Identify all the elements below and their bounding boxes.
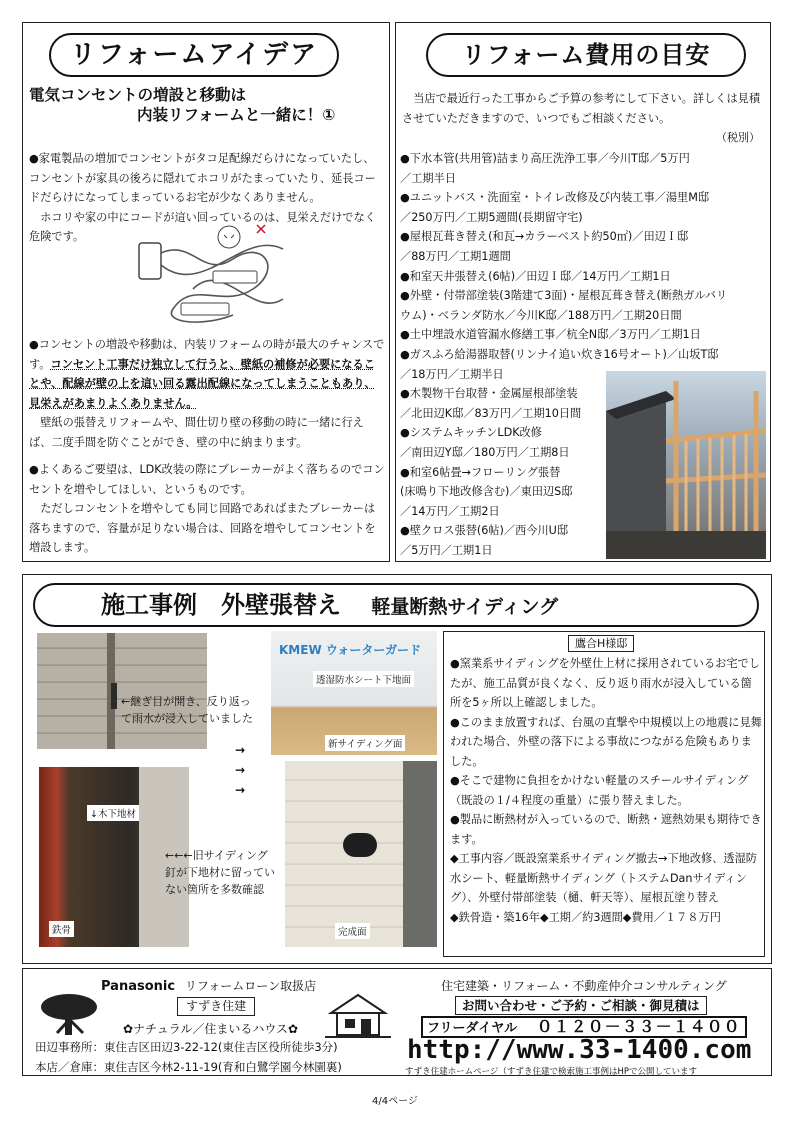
freedial-number[interactable]: ０１２０－３３－１４００ [536,1017,741,1036]
inquiry-text: お問い合わせ・ご予約・ご相談・御見積は [455,996,707,1015]
cost-line: ／北田辺K邸／83万円／工期10日間 [400,406,582,420]
cost-line: ●システムキッチンLDK改修 [400,426,542,440]
idea-title: リフォームアイデア [49,33,339,77]
cost-line: ●和室天井張替え(6帖)／田辺Ｉ邸／14万円／工期1日 [400,269,671,283]
wall-outlet [139,243,161,279]
cost-line: ●土中埋設水道管漏水修繕工事／杭全N邸／3万円／工期1日 [400,328,701,342]
cost-title: リフォーム費用の目安 [426,33,746,77]
cost-line: ／5万円／工期1日 [400,543,493,557]
outlet-illustration [133,219,303,331]
idea-subtitle-line-1: 電気コンセントの増設と移動は [29,86,247,104]
idea-panel [22,22,390,562]
idea-para-2: ホコリや家の中にコードが這い回っているのは、見栄えだけでなく危険です。 [29,210,376,243]
arrow-1: → [235,743,246,757]
old-siding-photo [37,633,207,749]
network-name: ✿ナチュラル／住まいるハウス✿ [123,1022,299,1036]
freedial-label: フリーダイヤル [427,1021,518,1036]
case-desc-3: ●そこで建物に負担をかけない軽量のスチールサイディング（既設の１/４程度の重量）に張り替えました。 [450,774,749,807]
cost-line: ●ユニットバス・洗面室・トイレ改修及び内装工事／湯里M邸 [400,191,710,205]
cost-panel [395,22,771,562]
cost-line: ／88万円／工期1週間 [400,249,511,263]
waterproof-sheet-photo [271,631,437,755]
idea-para-1: ●家電製品の増加でコンセントがタコ足配線だらけになっていたし、コンセントが家具の後ろに隠れてホコリがたまっていたり、延長コードだらけになってしまっているお宅が少なくありません。 [29,152,376,204]
case-panel [22,574,772,964]
cost-line: ●壁クロス張替(6帖)／西今川U邸 [400,524,569,538]
cost-line: (床鳴り下地改修含む)／東田辺S邸 [400,485,573,499]
idea-para-3a: ●コンセントの増設や移動は、内装リフォームの時が最大のチャンスです。 [29,338,385,371]
services-text: 住宅建築・リフォーム・不動産仲介コンサルティング [441,979,727,993]
cost-intro: 当店で最近行った工事からご予算の参考にして下さい。詳しくは見積させていただきますので、いつでもご相談ください。 [402,92,761,125]
case-desc-2: ●このまま放置すれば、台風の直撃や中規模以上の地震に見舞われた場合、外壁の落下による事故につながる危険もありました。 [450,715,762,768]
case-desc-6: ◆鉄骨造・築16年◆工期／約3週間◆費用／１７８万円 [450,910,721,924]
idea-para-4: 壁紙の張替えリフォームや、間仕切り壁の移動の時に一緒に行えば、二度手間を防ぐことができ、壁の中に納まります。 [29,416,364,449]
spark-face [218,226,240,248]
office-2: 本店／倉庫：東住吉区今林2-11-19(育和白鷺学園今林園裏) [35,1060,342,1074]
kmew-brand: KMEW ウォーターガード [279,643,422,657]
website-url[interactable]: http://www.33-1400.com [407,1035,752,1065]
deck-illustration [606,371,766,559]
case-description [443,631,765,957]
cost-line: ●木製物干台取替・金属屋根部塗装 [400,387,578,401]
case-desc-1: ●窯業系サイディングを外壁仕上材に採用されているお宅でしたが、施工品質が良くなく、反り返り雨水が浸入している箇所を5ヶ所以上確認しました。 [450,657,760,709]
idea-para-3b: コンセント工事だけ独立して行うと、壁紙の補修が必要になることや、配線が壁の上を這い回る露出配線になってしまうこともあり、見栄えがあまりよくありません。 [29,357,376,410]
arrow-2: → [235,763,246,777]
idea-subtitle-line-2: 内装リフォームと一緒に！ [137,106,323,124]
cost-line: ／工期半日 [400,171,456,185]
caption-new-siding: 新サイディング面 [325,735,405,751]
house-icon [325,993,391,1039]
page-number: 4/4ページ [372,1096,418,1107]
power-strip-2 [181,303,229,315]
caption-gap: ←継ぎ目が開き、反り返って雨水が浸入していました [121,695,253,725]
caption-done: 完成面 [335,923,370,939]
finished-wall-photo [285,761,437,947]
office-1: 田辺事務所：東住吉区田辺3-22-12(東住吉区役所徒歩3分) [35,1040,338,1054]
cost-line: ／18万円／工期半日 [400,367,504,381]
cost-line: ／250万円／工期5週間(長期留守宅) [400,210,583,224]
case-title [33,583,759,627]
idea-body-bottom [29,335,385,558]
cost-line: ●屋根瓦葺き替え(和瓦→カラーベスト約50㎡)／田辺Ｉ邸 [400,230,689,244]
cost-line: ウム)・ベランダ防水／今川K邸／188万円／工期20日間 [400,308,682,322]
cost-line: ／14万円／工期2日 [400,504,500,518]
case-desc-5: ◆工事内容／既設窯業系サイディング撤去→下地改修、透湿防水シート、軽量断熱サイディング（トステムDanサイディング）、外壁付帯部塗装（樋、軒天等）、屋根瓦塗り替え [450,852,757,904]
idea-subtitle [29,85,385,125]
caption-wood: ↓木下地材 [87,805,139,821]
client-name: 鷹合H様邸 [568,635,634,652]
power-strip-1 [213,271,257,283]
idea-para-5: ●よくあるご要望は、LDK改装の際にブレーカーがよく落ちるのでコンセントを増やしてほしい、というものです。 [29,463,385,496]
cost-line: ●ガスふろ給湯器取替(リンナイ追い炊き16号オート)／山坂T邸 [400,347,719,361]
caption-old-siding: ←←←旧サイディング釘が下地材に留っていない箇所を多数確認 [165,849,275,896]
arrow-3: → [235,783,246,797]
cost-line: ●外壁・付帯部塗装(3階建て3面)・屋根瓦葺き替え(断熱ガルバリ [400,289,728,303]
idea-subtitle-mark: ① [322,106,336,124]
cost-tax-note: （税別） [716,131,760,144]
tree-icon [39,991,99,1037]
wall-fixture [343,833,377,857]
caption-sheet: 透湿防水シート下地面 [313,671,414,687]
cost-line: ●下水本管(共用管)詰まり高圧洗浄工事／今川T邸／5万円 [400,152,690,165]
loan-text: リフォームローン取扱店 [184,979,317,993]
company-name: すずき住建 [177,997,255,1016]
deck-photo [606,371,766,559]
case-desc-4: ●製品に断熱材が入っているので、断熱・遮熱効果も期待できます。 [450,813,762,846]
cost-line: ●和室6帖畳→フローリング張替 [400,465,561,479]
panasonic-logo: Panasonic [101,979,176,994]
caption-steel: 鉄骨 [49,921,74,937]
case-title-sub: 軽量断熱サイディング [371,596,559,618]
website-note: すずき住建ホームページ（すずき住建で検索施工事例はHPで公開しています [405,1067,698,1077]
case-title-main: 施工事例 外壁張替え [101,591,341,619]
footer-panel [22,968,772,1076]
cost-line: ／南田辺Y邸／180万円／工期8日 [400,445,570,459]
idea-para-6: ただしコンセントを増やしても同じ回路であればまたブレーカーは落ちますので、容量が足りない場合は、回路を増やしてコンセントを増設します。 [29,502,376,554]
